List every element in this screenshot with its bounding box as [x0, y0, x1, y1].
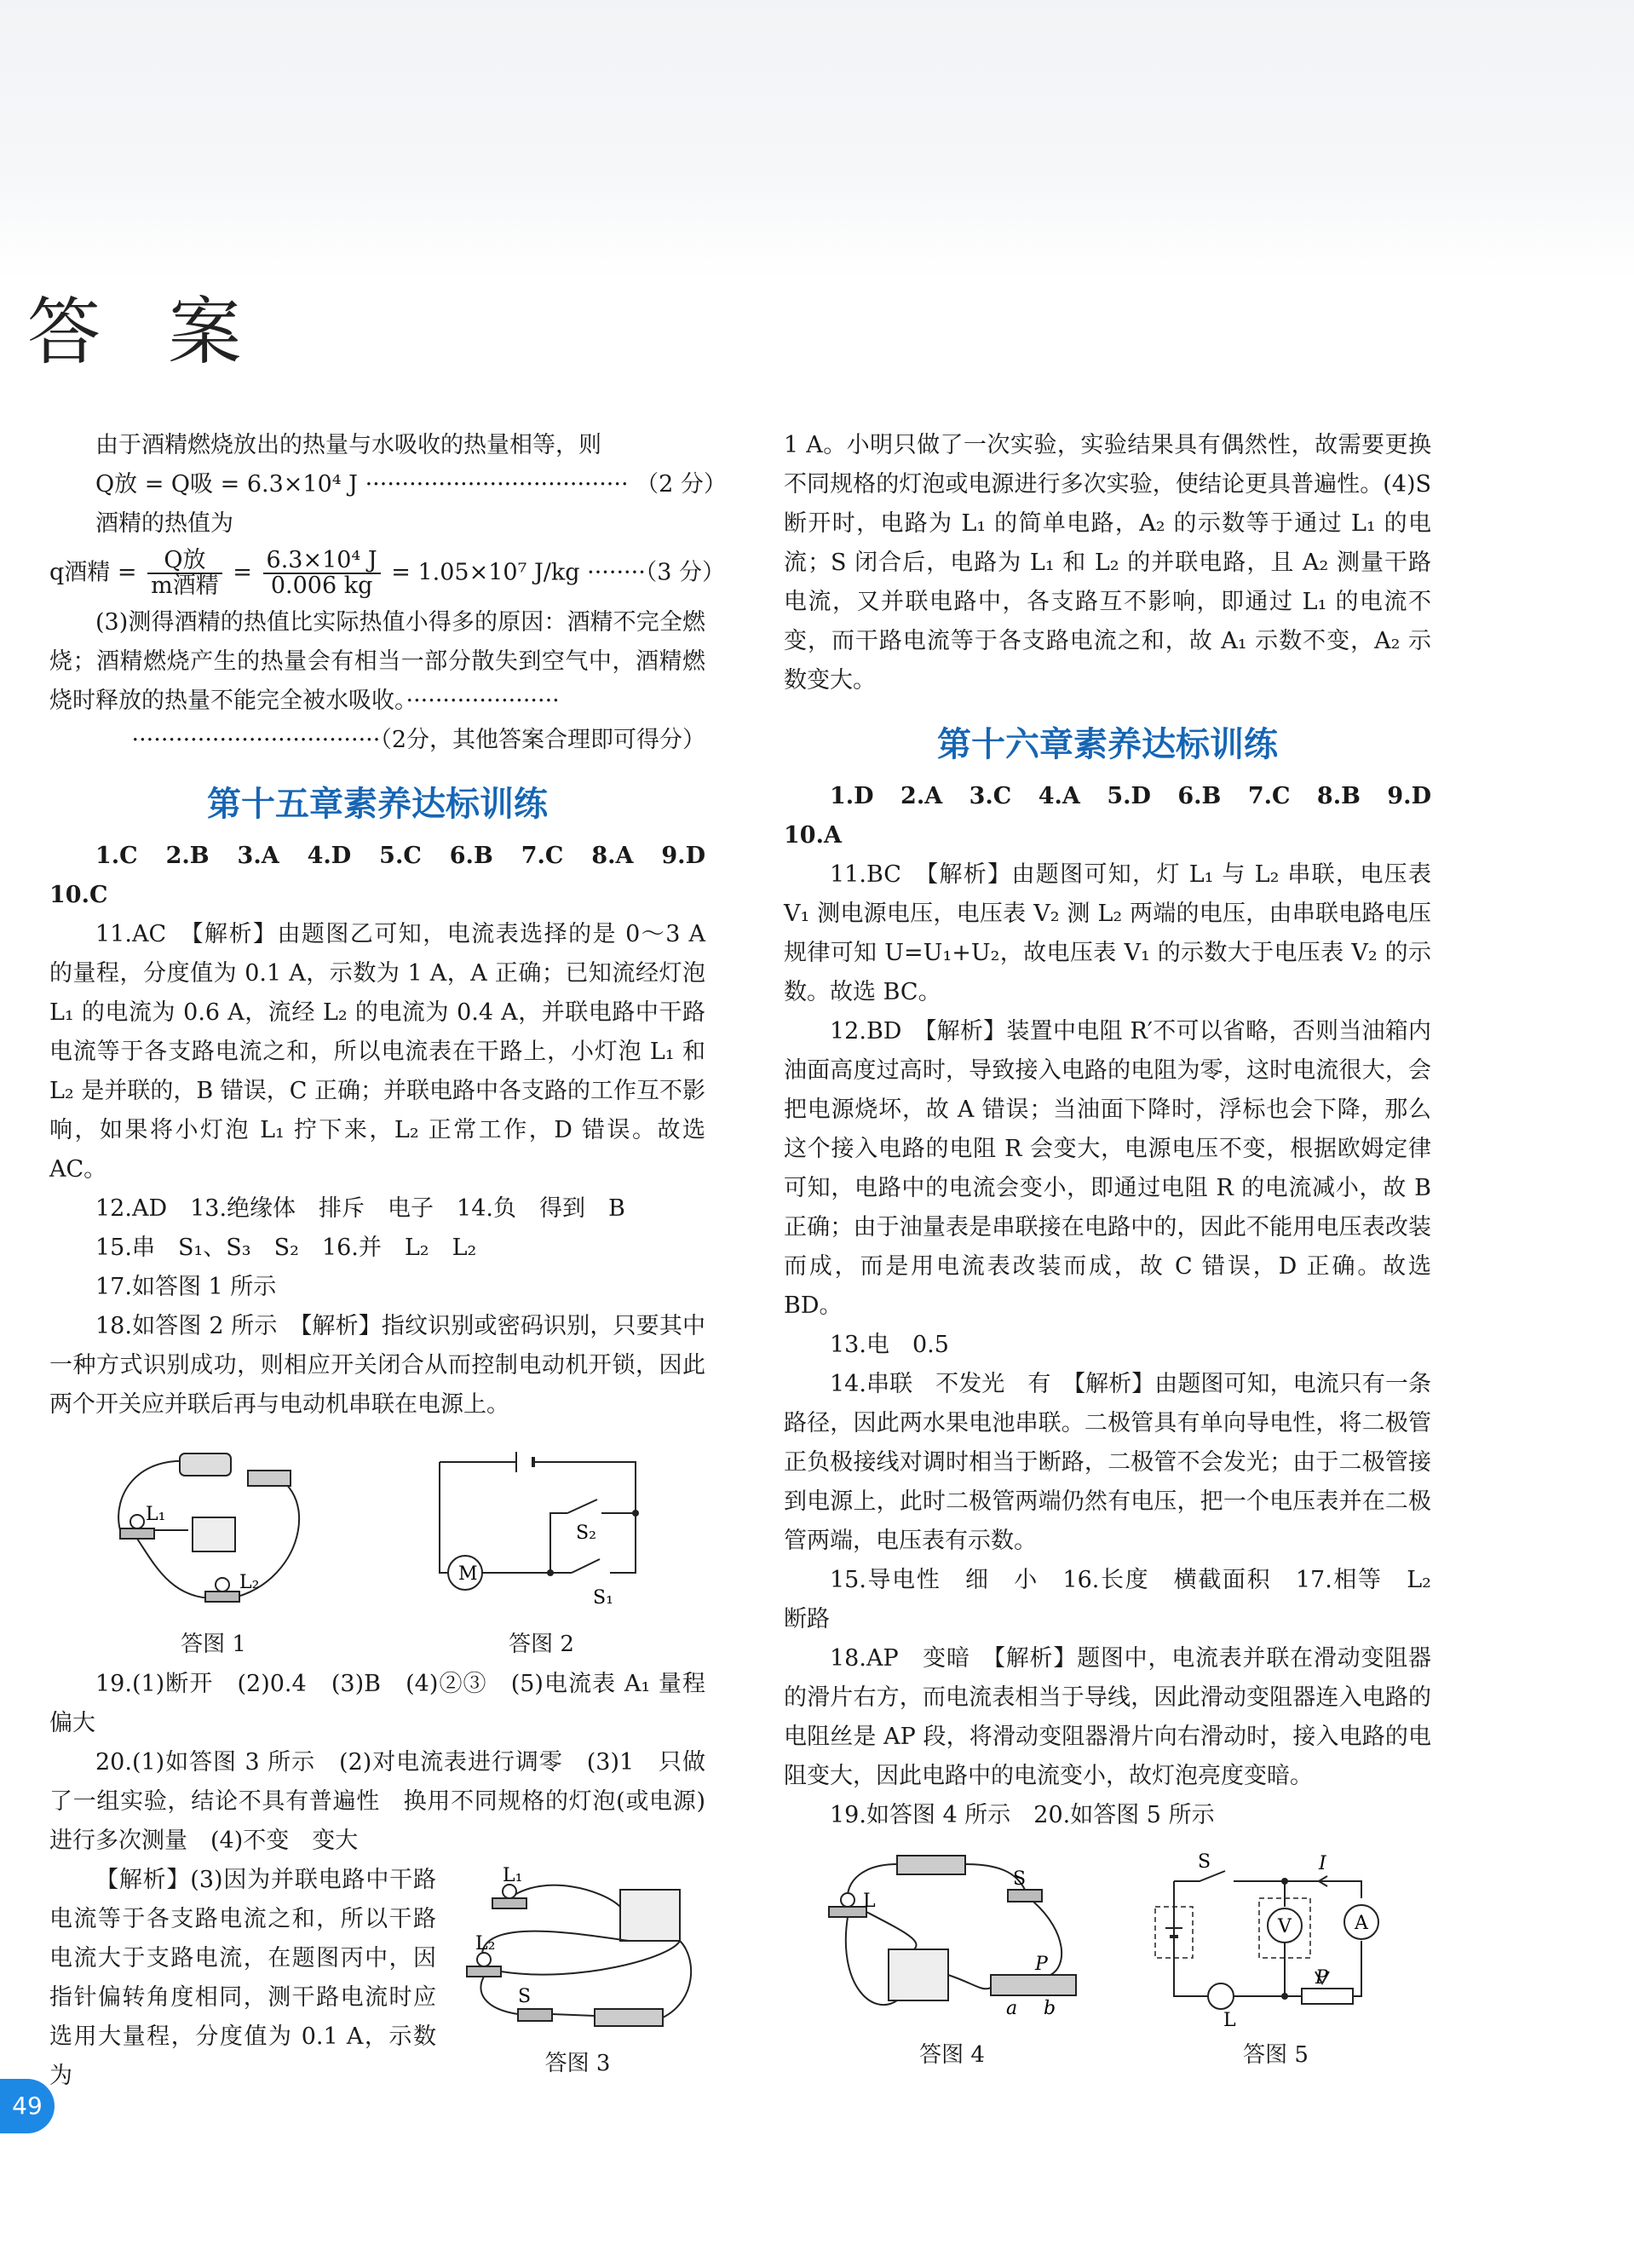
answer-20-continued: 1 A。小明只做了一次实验，实验结果具有偶然性，故需要更换不同规格的灯泡或电源进行多次实验，使结论更具普遍性。(4)S 断开时，电路为 L₁ 的简单电路，A₂ 的示数等于通过 L₁ 的电流；S 闭合后，电路为 L₁ 和 L₂ 的并联电路，且 A₂ 测量干路电流，又并联电路中，各支路互不影响，即通过 L₁ 的电流不变，而干路电流等于各支路电流之和，故 A₁ 示数不变，A₂ 示数变大。 — [784, 432, 1431, 694]
answer-18: 18.AP 变暗 【解析】题图中，电流表并联在滑动变阻器的滑片右方，而电流表相当于导线，因此滑动变阻器连入电路的电阻丝是 AP 段，将滑动变阻器滑片向右滑动时，接入电路的电阻变大，因此电路中的电流变小，故灯泡亮度变暗。 — [784, 1645, 1431, 1789]
answer-12: 12.BD 【解析】装置中电阻 R′不可以省略，否则当油箱内油面高度过高时，导致接入电路的电阻为零，这时电流很大，会把电源烧坏，故 A 错误；当油面下降时，浮标也会下降，那么这个接入电路的电阻 R 会变大，电源电压不变，根据欧姆定律可知，电路中的电流会变小，即通过电阻 R 的电流减小，故 B 正确；由于油量表是串联接在电路中的，因此不能用电压表改装而成，而是用电流表改装而成，故 C 错误，D 正确。故选 BD。 — [784, 1018, 1431, 1319]
figure-3 — [450, 1864, 705, 2079]
figure-row — [784, 1847, 1431, 2070]
answer-19: 19.(1)断开 (2)0.4 (3)B (4)②③ (5)电流表 A₁ 量程偏大 — [49, 1671, 705, 1736]
answer-18: 18.如答图 2 所示 【解析】指纹识别或密码识别，只要其中一种方式识别成功，则相应开关闭合从而控制电动机开锁，因此两个开关应并联后再与电动机串联在电源上。 — [49, 1313, 705, 1418]
svg-text:S: S — [1197, 1851, 1211, 1873]
figure-caption: 答图 3 — [544, 2051, 611, 2076]
figure-caption: 答图 2 — [509, 1632, 574, 1657]
left-column — [49, 426, 728, 2096]
equation-heat-value: q酒精 = $\frac{\text{Q放}}{\text{m酒精}}$ = $\frac{\text{6.3×10⁴ J}}{0.006 kg}$ = 1.05×10⁷ J/kg ········（3 分） — [49, 547, 726, 599]
svg-text:L₂: L₂ — [475, 1933, 496, 1954]
figure-caption: 答图 4 — [919, 2042, 985, 2068]
answer-19-20: 19.如答图 4 所示 20.如答图 5 所示 — [830, 1802, 1215, 1828]
svg-text:L₁: L₁ — [145, 1504, 165, 1525]
circuit-diagram-5 — [1148, 1847, 1404, 2035]
svg-text:A: A — [1354, 1913, 1368, 1934]
svg-text:S: S — [1012, 1868, 1026, 1890]
svg-text:L: L — [862, 1891, 876, 1912]
svg-text:P: P — [1034, 1954, 1048, 1975]
equation-heat: Q放 = Q吸 = 6.3×10⁴ J ···································· （2 分） — [95, 471, 727, 498]
answer-11: 11.AC 【解析】由题图乙可知，电流表选择的是 0～3 A 的量程，分度值为 0.1 A，示数为 1 A，A 正确；已知流经灯泡 L₁ 的电流为 0.6 A，流经 L₂ 的电流为 0.4 A，并联电路中干路电流等于各支路电流之和，所以电流表在干路上，小灯泡 L₁ 和 L₂ 是并联的，B 错误，C 正确；并联电路中各支路的工作互不影响，如果将小灯泡 L₁ 拧下来，L₂ 正常工作，D 错误。故选 AC。 — [49, 921, 705, 1183]
answer-list: 1.C 2.B 3.A 4.D 5.C 6.B 7.C 8.A 9.D 10.C — [49, 843, 728, 908]
circuit-diagram-1 — [86, 1436, 342, 1624]
circuit-diagram-2 — [414, 1436, 670, 1624]
answer-15-16: 15.串 S₁、S₃ S₂ 16.并 L₂ L₂ — [95, 1235, 477, 1261]
score-note: ··································（2分，其他答案合理即可得分） — [131, 727, 705, 753]
answer-14: 14.串联 不发光 有 【解析】由题图可知，电流只有一条路径，因此两水果电池串联。二极管具有单向导电性，将二极管正负极接线对调时相当于断路，二极管不会发光；由于二极管接到电源上，此时二极管两端仍然有电压，把一个电压表并在二极管两端，电压表有示数。 — [784, 1371, 1431, 1554]
figure-1 — [86, 1436, 342, 1660]
svg-text:S₂: S₂ — [575, 1523, 596, 1544]
svg-text:b: b — [1043, 1998, 1056, 2019]
figure-5 — [1148, 1847, 1404, 2070]
answer-17: 17.如答图 1 所示 — [95, 1274, 277, 1300]
answer-list: 1.D 2.A 3.C 4.A 5.D 6.B 7.C 8.B 9.D 10.A — [784, 783, 1454, 849]
page-title: 答 案 — [27, 290, 264, 375]
svg-text:I: I — [1318, 1853, 1326, 1874]
figure-4 — [812, 1847, 1093, 2070]
figure-row — [49, 1436, 705, 1660]
svg-text:L₁: L₁ — [503, 1865, 523, 1886]
svg-text:V: V — [1277, 1916, 1292, 1937]
figure-caption: 答图 5 — [1243, 2042, 1309, 2068]
text-line: 酒精的热值为 — [95, 510, 233, 537]
svg-text:L: L — [1223, 2010, 1236, 2031]
circuit-diagram-4 — [812, 1847, 1093, 2035]
text-line: 由于酒精燃烧放出的热量与水吸收的热量相等，则 — [95, 432, 601, 458]
svg-text:S: S — [518, 1986, 532, 2007]
svg-text:P: P — [1315, 1967, 1328, 1989]
page-number: 49 — [0, 2079, 55, 2133]
fraction: $\frac{\text{Q放}}{\text{m酒精}}$ — [147, 549, 222, 598]
answer-20-analysis: 【解析】(3)因为并联电路中干路电流等于各支路电流之和，所以干路电流大于支路电流，在题图丙中，因指针偏转角度相同，测干路电流时应选用大量程，分度值为 0.1 A，示数为 — [49, 1867, 436, 2089]
answer-20: 20.(1)如答图 3 所示 (2)对电流表进行调零 (3)1 只做了一组实验，结论不具有普遍性 换用不同规格的灯泡(或电源)进行多次测量 (4)不变 变大 — [49, 1749, 705, 1854]
answer-13: 13.电 0.5 — [830, 1332, 949, 1358]
svg-text:a: a — [1005, 1998, 1017, 2019]
header-band — [0, 0, 1634, 281]
right-column — [784, 426, 1454, 2075]
answer-15-17: 15.导电性 细 小 16.长度 横截面积 17.相等 L₂ 断路 — [784, 1567, 1431, 1632]
section-heading-16: 第十六章素养达标训练 — [937, 725, 1278, 764]
svg-text:M: M — [457, 1563, 478, 1585]
circuit-diagram-3 — [450, 1864, 705, 2043]
section-heading-15: 第十五章素养达标训练 — [207, 785, 548, 824]
answer-11: 11.BC 【解析】由题图可知，灯 L₁ 与 L₂ 串联，电压表 V₁ 测电源电压，电压表 V₂ 测 L₂ 两端的电压，由串联电路电压规律可知 U=U₁+U₂，故电压表 V₁ 的示数大于电压表 V₂ 的示数。故选 BC。 — [784, 861, 1431, 1005]
figure-2 — [414, 1436, 670, 1660]
answer-12-14: 12.AD 13.绝缘体 排斥 电子 14.负 得到 B — [95, 1195, 625, 1222]
answer-paragraph: (3)测得酒精的热值比实际热值小得多的原因：酒精不完全燃烧；酒精燃烧产生的热量会有相当一部分散失到空气中，酒精燃烧时释放的热量不能完全被水吸收。····················· — [49, 609, 705, 714]
fraction: $\frac{\text{6.3×10⁴ J}}{0.006 kg}$ — [263, 549, 381, 598]
svg-text:L₂: L₂ — [239, 1572, 259, 1593]
svg-text:S₁: S₁ — [592, 1587, 613, 1609]
figure-caption: 答图 1 — [181, 1632, 246, 1657]
